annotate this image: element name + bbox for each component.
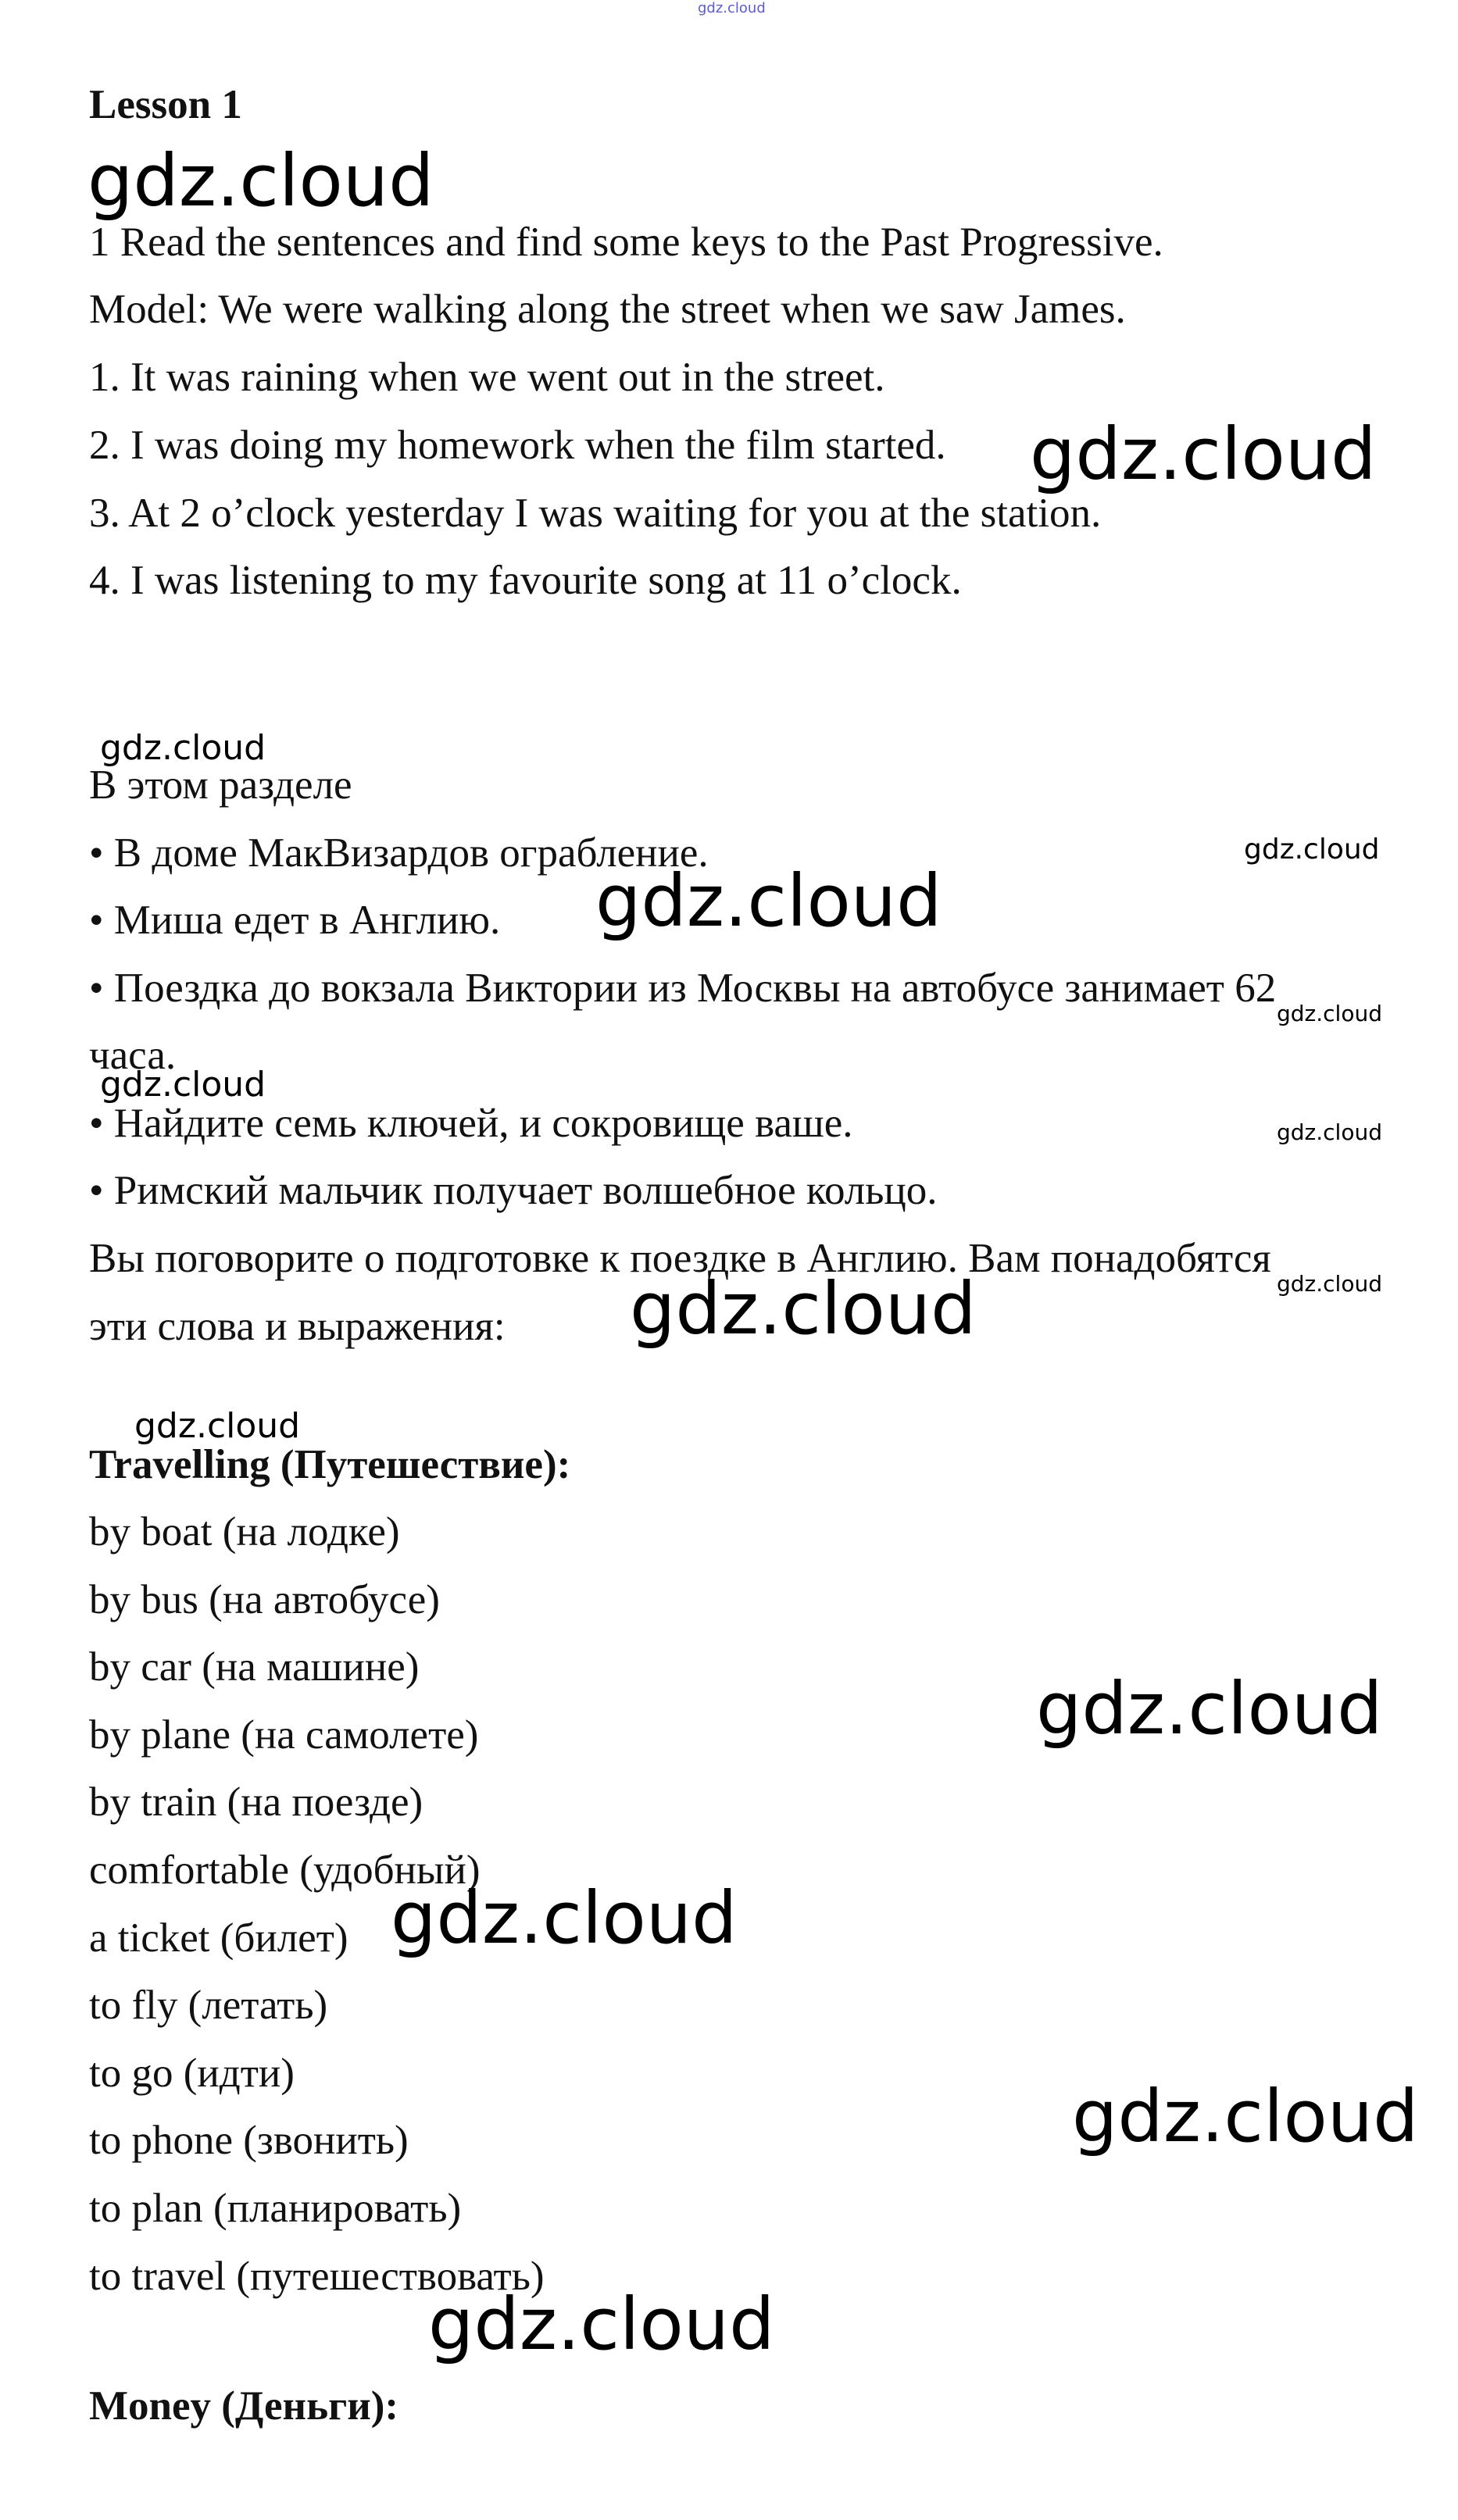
vocab-item: comfortable (удобный) xyxy=(89,1847,481,1893)
watermark: gdz.cloud xyxy=(100,728,266,768)
section-intro: Вы поговорите о подготовке к поездке в Англию. Вам понадобятся xyxy=(89,1236,1271,1281)
vocab-item: to plan (планировать) xyxy=(89,2186,462,2231)
money-heading: Money (Деньги): xyxy=(89,2383,399,2429)
watermark: gdz.cloud xyxy=(1030,412,1377,496)
exercise-sentence: 3. At 2 o’clock yesterday I was waiting for you at the station. xyxy=(89,491,1102,536)
lesson-title: Lesson 1 xyxy=(89,82,242,127)
section-heading: В этом разделе xyxy=(89,762,352,808)
bullet-item: • Миша едет в Англию. xyxy=(89,898,501,943)
top-watermark: gdz.cloud xyxy=(698,0,766,16)
bullet-item-continued: часа. xyxy=(89,1033,177,1078)
vocab-item: by plane (на самолете) xyxy=(89,1712,479,1758)
exercise-sentence: 1. It was raining when we went out in the street. xyxy=(89,355,885,400)
exercise-sentence: 2. I was doing my homework when the film started. xyxy=(89,423,946,468)
exercise-sentence: 4. I was listening to my favourite song at 11 o’clock. xyxy=(89,558,962,603)
watermark: gdz.cloud xyxy=(428,2283,775,2366)
vocab-item: by bus (на автобусе) xyxy=(89,1577,440,1622)
vocab-item: to travel (путешествовать) xyxy=(89,2254,545,2299)
watermark: gdz.cloud xyxy=(1072,2075,1419,2158)
watermark: gdz.cloud xyxy=(100,1065,266,1105)
bullet-item: • Найдите семь ключей, и сокровище ваше. xyxy=(89,1101,853,1146)
watermark: gdz.cloud xyxy=(88,139,434,223)
watermark: gdz.cloud xyxy=(1036,1667,1383,1751)
watermark: gdz.cloud xyxy=(595,859,942,943)
vocab-item: to fly (летать) xyxy=(89,1983,328,2028)
watermark: gdz.cloud xyxy=(1277,1119,1382,1145)
vocab-item: to phone (звонить) xyxy=(89,2118,409,2163)
vocab-item: a ticket (билет) xyxy=(89,1915,348,1961)
watermark: gdz.cloud xyxy=(630,1267,977,1351)
watermark: gdz.cloud xyxy=(134,1406,301,1446)
watermark: gdz.cloud xyxy=(1277,1271,1382,1297)
exercise-instruction: 1 Read the sentences and find some keys to the Past Progressive. xyxy=(89,220,1163,265)
travelling-heading: Travelling (Путешествие): xyxy=(89,1442,571,1487)
watermark: gdz.cloud xyxy=(391,1876,738,1960)
vocab-item: by car (на машине) xyxy=(89,1644,420,1690)
vocab-item: by boat (на лодке) xyxy=(89,1509,400,1554)
bullet-item: • В доме МакВизардов ограбление. xyxy=(89,830,709,876)
bullet-item: • Римский мальчик получает волшебное кольцо. xyxy=(89,1168,938,1213)
section-intro: эти слова и выражения: xyxy=(89,1304,506,1349)
watermark: gdz.cloud xyxy=(1277,1001,1382,1026)
exercise-model: Model: We were walking along the street when we saw James. xyxy=(89,287,1126,332)
bullet-item: • Поездка до вокзала Виктории из Москвы на автобусе занимает 62 xyxy=(89,966,1277,1011)
watermark: gdz.cloud xyxy=(1244,833,1380,866)
vocab-item: to go (идти) xyxy=(89,2051,295,2096)
vocab-item: by train (на поезде) xyxy=(89,1779,423,1825)
